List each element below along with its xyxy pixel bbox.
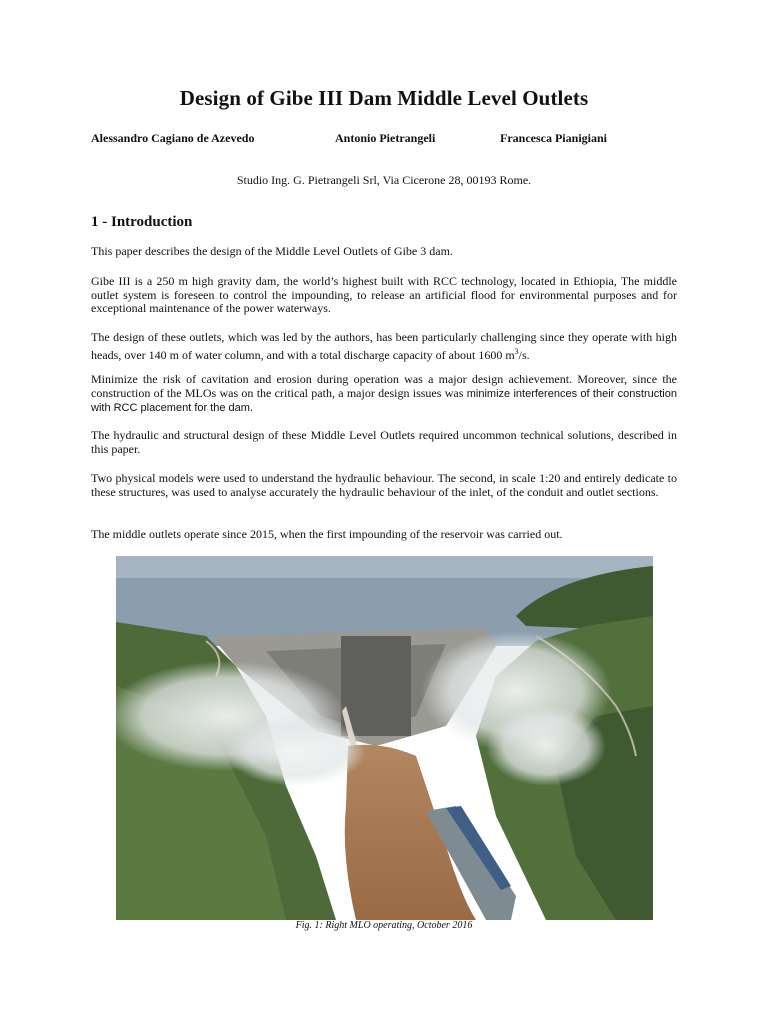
figure-caption: Fig. 1: Right MLO operating, October 2016	[295, 920, 473, 931]
author-2: Antonio Pietrangeli	[335, 131, 436, 145]
author-1: Alessandro Cagiano de Azevedo	[91, 131, 255, 145]
paragraph-3	[91, 331, 677, 362]
paragraph-7: The middle outlets operate since 2015, when the first impounding of the reservoir was carried out.	[91, 527, 563, 541]
affiliation: Studio Ing. G. Pietrangeli Srl, Via Cicerone 28, 00193 Rome.	[236, 173, 532, 187]
paragraph-2: Gibe III is a 250 m high gravity dam, the world’s highest built with RCC technology, located in Ethiopia, The middle outlet system is foreseen to control the impounding, to release an artificial flood for environmental purposes and for exceptional maintenance of the power waterways.	[91, 274, 677, 315]
paragraph-5: The hydraulic and structural design of these Middle Level Outlets required uncommon technical solutions, described in this paper.	[91, 428, 677, 456]
paragraph-6: Two physical models were used to understand the hydraulic behaviour. The second, in scale 1:20 and entirely dedicate to these structures, was used to analyse accurately the hydraulic behaviour of the inlet, of the conduit and outlet sections.	[91, 471, 677, 499]
paragraph-4-sans-text: minimize interferences of their construction with RCC placement for the dam.	[91, 387, 677, 414]
dam-photo-illustration	[116, 556, 653, 920]
paragraph-3-text: The design of these outlets, which was led by the authors, has been particularly challenging since they operate with high heads, over 140 m of water column, and with a total discharge capacity of about 1600 m	[91, 330, 677, 362]
paper-title: Design of Gibe III Dam Middle Level Outlets	[179, 86, 589, 110]
section-heading: 1 - Introduction	[91, 214, 193, 230]
dam-aerial-photo	[116, 556, 653, 920]
author-3: Francesca Pianigiani	[500, 131, 607, 145]
paragraph-1: This paper describes the design of the Middle Level Outlets of Gibe 3 dam.	[91, 244, 453, 258]
superscript: 3	[514, 346, 519, 356]
paragraph-4	[91, 373, 677, 416]
paragraph-3-unit: /s.	[518, 347, 530, 362]
paragraph-4-text: Minimize the risk of cavitation and erosion during operation was a major design achievement. Moreover, since the construction of the MLOs was on the critical path, a major design issues was	[91, 372, 677, 400]
